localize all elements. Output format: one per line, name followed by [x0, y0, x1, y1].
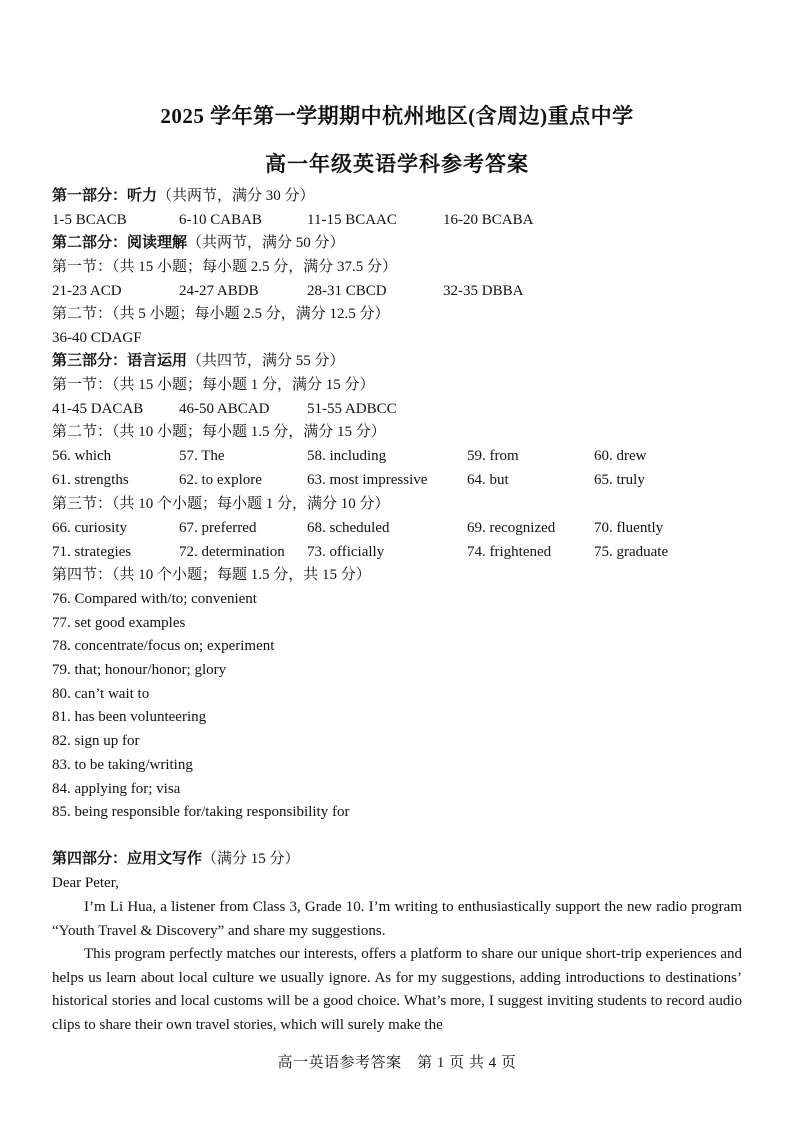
- answer-item: 60. drew: [594, 448, 647, 464]
- part4-heading: [52, 848, 300, 870]
- answer-item: 61. strengths: [52, 472, 129, 488]
- part4-note: （满分 15 分）: [202, 851, 300, 867]
- answer-item: 57. The: [179, 448, 225, 464]
- answer-group: 16-20 BCABA: [443, 212, 534, 228]
- answer-item: 72. determination: [179, 544, 285, 560]
- letter-paragraph: This program perfectly matches our interests, offers a platform to share our unique short-trip experiences and helps us learn about local culture we usually ignore. As for my suggestions, adding introductions to destinations’ historical stories and local customs will be a good choice. What’s more, I suggest inviting students to record audio clips to share their own travel stories, which will surely make the: [52, 946, 742, 1033]
- answer-group: 11-15 BCAAC: [307, 212, 397, 228]
- doc-title-line1: 2025 学年第一学期期中杭州地区(含周边)重点中学: [160, 104, 634, 128]
- answer-item: 70. fluently: [594, 520, 664, 536]
- answer-group: 36-40 CDAGF: [52, 330, 142, 346]
- answer-item: 56. which: [52, 448, 112, 464]
- page-footer: 高一英语参考答案 第 1 页 共 4 页: [277, 1055, 517, 1071]
- answer-item: 71. strategies: [52, 544, 132, 560]
- sec4-item: 79. that; honour/honor; glory: [52, 662, 227, 678]
- sec4-item: 84. applying for; visa: [52, 781, 181, 797]
- part2-title: 第二部分：阅读理解: [52, 235, 188, 251]
- answer-item: 68. scheduled: [307, 520, 390, 536]
- answer-item: 67. preferred: [179, 520, 257, 536]
- letter-salutation: Dear Peter,: [52, 875, 119, 891]
- part1-title: 第一部分：听力: [52, 188, 158, 204]
- answer-group: 1-5 BCACB: [52, 212, 127, 228]
- answer-item: 64. but: [467, 472, 509, 488]
- part4-title: 第四部分：应用文写作: [52, 851, 203, 867]
- answer-item: 73. officially: [307, 544, 385, 560]
- sec4-item: 82. sign up for: [52, 733, 140, 749]
- sec4-item: 81. has been volunteering: [52, 709, 207, 725]
- letter-paragraph: I’m Li Hua, a listener from Class 3, Grade 10. I’m writing to enthusiastically support the new radio program “Youth Travel & Discovery” and share my suggestions.: [52, 899, 742, 939]
- answer-group: 24-27 ABDB: [179, 283, 259, 299]
- sec4-item: 80. can’t wait to: [52, 686, 150, 702]
- part3-title: 第三部分：语言运用: [52, 353, 188, 369]
- answer-group: 28-31 CBCD: [307, 283, 387, 299]
- answer-item: 58. including: [307, 448, 387, 464]
- part1-note: （共两节，满分 30 分）: [157, 188, 315, 204]
- sec4-item: 77. set good examples: [52, 615, 186, 631]
- answer-group: 32-35 DBBA: [443, 283, 524, 299]
- answer-item: 74. frightened: [467, 544, 552, 560]
- answer-item: 63. most impressive: [307, 472, 428, 488]
- sec4-item: 78. concentrate/focus on; experiment: [52, 638, 275, 654]
- answer-item: 59. from: [467, 448, 519, 464]
- doc-title-line2: 高一年级英语学科参考答案: [265, 152, 529, 176]
- part3-sec3-label: 第三节：（共 10 个小题；每小题 1 分，满分 10 分）: [52, 496, 390, 512]
- part2-sec1-label: 第一节：（共 15 小题；每小题 2.5 分，满分 37.5 分）: [52, 259, 398, 275]
- answer-group: 51-55 ADBCC: [307, 401, 397, 417]
- sec4-item: 83. to be taking/writing: [52, 757, 193, 773]
- answer-item: 65. truly: [594, 472, 645, 488]
- part3-note: （共四节，满分 55 分）: [187, 353, 345, 369]
- sec4-item: 85. being responsible for/taking responsibility for: [52, 804, 350, 820]
- part2-heading: [52, 232, 345, 254]
- answer-item: 66. curiosity: [52, 520, 127, 536]
- part3-sec4-label: 第四节：（共 10 个小题；每题 1.5 分，共 15 分）: [52, 567, 371, 583]
- answer-group: 41-45 DACAB: [52, 401, 144, 417]
- answer-item: 69. recognized: [467, 520, 556, 536]
- sec4-item: 76. Compared with/to; convenient: [52, 591, 257, 607]
- answer-item: 62. to explore: [179, 472, 262, 488]
- answer-group: 21-23 ACD: [52, 283, 122, 299]
- answer-group: 46-50 ABCAD: [179, 401, 270, 417]
- part1-heading: [52, 185, 315, 207]
- answer-item: 75. graduate: [594, 544, 669, 560]
- part3-sec2-label: 第二节：（共 10 小题；每小题 1.5 分，满分 15 分）: [52, 424, 386, 440]
- part3-heading: [52, 350, 345, 372]
- part2-sec2-label: 第二节：（共 5 小题；每小题 2.5 分，满分 12.5 分）: [52, 306, 390, 322]
- part3-sec1-label: 第一节：（共 15 小题；每小题 1 分，满分 15 分）: [52, 377, 375, 393]
- answer-group: 6-10 CABAB: [179, 212, 262, 228]
- part2-note: （共两节，满分 50 分）: [187, 235, 345, 251]
